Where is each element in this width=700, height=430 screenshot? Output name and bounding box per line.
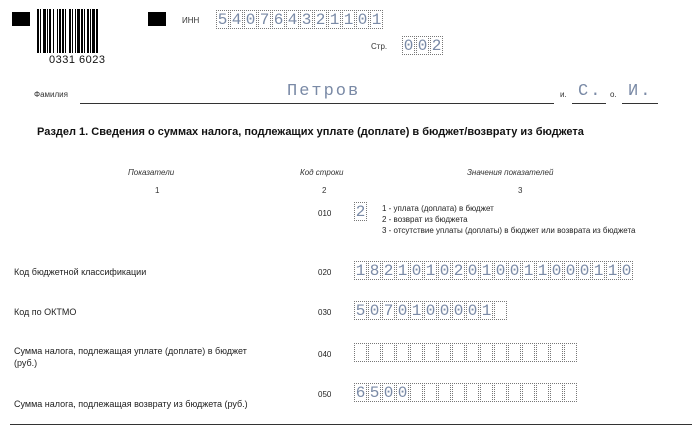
digit-cell — [424, 383, 437, 402]
digit-cell — [536, 343, 549, 362]
digit-cell — [550, 383, 563, 402]
digit-cell — [466, 343, 479, 362]
digit-cell — [354, 343, 367, 362]
barcode-bar — [84, 9, 85, 53]
digit-cell — [536, 383, 549, 402]
row-010-code: 010 — [318, 209, 332, 218]
digit-cell: 1 — [607, 261, 618, 280]
digit-cell: 4 — [231, 10, 242, 29]
name-value[interactable]: С. — [578, 82, 603, 101]
barcode-bar — [49, 9, 51, 53]
digit-cell: 0 — [383, 383, 394, 402]
barcode-bar — [43, 9, 46, 53]
digit-cell: 2 — [431, 36, 442, 55]
legend-line-1: 1 - уплата (доплата) в бюджет — [382, 204, 494, 213]
digit-cell: 0 — [425, 301, 436, 320]
digit-cell — [564, 383, 577, 402]
col1-header: Показатели — [128, 168, 175, 177]
barcode-bar — [96, 9, 98, 53]
surname-underline — [80, 103, 554, 104]
patronymic-value[interactable]: И. — [628, 82, 653, 101]
row-020-field[interactable] — [354, 261, 634, 280]
digit-cell — [424, 343, 437, 362]
page-number-field[interactable] — [402, 36, 444, 55]
registration-mark-left — [12, 12, 30, 26]
digit-cell — [522, 383, 535, 402]
barcode-bar — [92, 9, 95, 53]
digit-cell: 7 — [259, 10, 270, 29]
digit-cell — [410, 343, 423, 362]
digit-cell: 0 — [509, 261, 520, 280]
digit-cell: 0 — [467, 261, 478, 280]
digit-cell: 0 — [621, 261, 632, 280]
digit-cell — [438, 343, 451, 362]
digit-cell: 1 — [523, 261, 534, 280]
digit-cell — [494, 383, 507, 402]
digit-cell: 1 — [329, 10, 340, 29]
row-020-code: 020 — [318, 268, 332, 277]
row-010-cell: 2 — [355, 202, 366, 221]
barcode-number: 0331 6023 — [49, 54, 106, 66]
digit-cell: 1 — [371, 10, 382, 29]
digit-cell: 0 — [397, 301, 408, 320]
digit-cell — [452, 343, 465, 362]
barcode-bar — [90, 9, 91, 53]
barcode-bar — [72, 9, 73, 53]
barcode-bar — [65, 9, 66, 53]
barcode-bar — [57, 9, 58, 53]
name-label: и. — [560, 90, 567, 99]
digit-cell: 0 — [467, 301, 478, 320]
digit-cell: 6 — [273, 10, 284, 29]
digit-cell — [466, 383, 479, 402]
digit-cell: 5 — [369, 383, 380, 402]
digit-cell — [396, 343, 409, 362]
digit-cell: 1 — [343, 10, 354, 29]
col3-number: 3 — [518, 186, 523, 195]
digit-cell: 0 — [411, 261, 422, 280]
row-020-label: Код бюджетной классификации — [14, 267, 147, 277]
digit-cell — [480, 383, 493, 402]
barcode-bar — [47, 9, 48, 53]
digit-cell: 0 — [551, 261, 562, 280]
digit-cell: 1 — [593, 261, 604, 280]
legend-line-2: 2 - возврат из бюджета — [382, 215, 468, 224]
registration-mark-right — [148, 12, 166, 26]
digit-cell: 0 — [439, 301, 450, 320]
digit-cell: 0 — [357, 10, 368, 29]
digit-cell: 0 — [565, 261, 576, 280]
col1-number: 1 — [155, 186, 160, 195]
bottom-rule — [10, 424, 692, 425]
digit-cell: 0 — [403, 36, 414, 55]
digit-cell: 0 — [417, 36, 428, 55]
digit-cell: 0 — [245, 10, 256, 29]
digit-cell: 3 — [301, 10, 312, 29]
inn-label: ИНН — [182, 16, 200, 25]
digit-cell — [382, 343, 395, 362]
row-040-label — [14, 345, 247, 369]
name-underline — [572, 103, 606, 104]
digit-cell — [494, 301, 507, 320]
digit-cell: 2 — [383, 261, 394, 280]
digit-cell — [438, 383, 451, 402]
digit-cell: 1 — [425, 261, 436, 280]
row-030-label: Код по ОКТМО — [14, 307, 77, 317]
surname-label: Фамилия — [34, 90, 68, 99]
row-040-code: 040 — [318, 350, 332, 359]
barcode-bar — [37, 9, 39, 53]
digit-cell: 6 — [355, 383, 366, 402]
row-040-label-line1: Сумма налога, подлежащая уплате (доплате) в бюджет — [14, 346, 247, 356]
barcode — [37, 9, 127, 53]
barcode-bar — [75, 9, 76, 53]
digit-cell: 2 — [315, 10, 326, 29]
row-010-legend — [382, 203, 636, 236]
row-050-code: 050 — [318, 390, 332, 399]
digit-cell: 8 — [369, 261, 380, 280]
legend-line-3: 3 - отсутствие уплаты (доплаты) в бюджет или возврата из бюджета — [382, 226, 636, 235]
digit-cell: 1 — [411, 301, 422, 320]
row-030-field[interactable] — [354, 301, 508, 320]
barcode-bar — [62, 9, 64, 53]
barcode-bar — [53, 9, 54, 53]
digit-cell: 4 — [287, 10, 298, 29]
page-label: Стр. — [371, 42, 388, 51]
patronymic-label: о. — [610, 90, 617, 99]
col2-number: 2 — [322, 186, 327, 195]
inn-field[interactable] — [216, 10, 384, 29]
digit-cell: 1 — [355, 261, 366, 280]
digit-cell — [368, 343, 381, 362]
digit-cell — [508, 383, 521, 402]
digit-cell — [494, 343, 507, 362]
digit-cell: 1 — [397, 261, 408, 280]
surname-value[interactable]: Петров — [287, 82, 361, 101]
col2-header: Код строки — [300, 168, 344, 177]
digit-cell: 5 — [355, 301, 366, 320]
row-040-field[interactable] — [354, 343, 578, 362]
digit-cell — [550, 343, 563, 362]
row-010-field[interactable] — [354, 202, 368, 221]
digit-cell: 5 — [217, 10, 228, 29]
row-050-field[interactable] — [354, 383, 578, 402]
digit-cell: 0 — [495, 261, 506, 280]
digit-cell: 0 — [397, 383, 408, 402]
row-030-code: 030 — [318, 308, 332, 317]
barcode-bar — [77, 9, 80, 53]
digit-cell: 1 — [481, 261, 492, 280]
section-title: Раздел 1. Сведения о суммах налога, подлежащих уплате (доплате) в бюджет/возврату из бюджета — [37, 126, 584, 138]
col3-header: Значения показателей — [467, 168, 554, 177]
digit-cell — [480, 343, 493, 362]
barcode-bar — [40, 9, 41, 53]
digit-cell: 0 — [369, 301, 380, 320]
patronymic-underline — [622, 103, 658, 104]
barcode-bar — [59, 9, 61, 53]
barcode-bar — [81, 9, 83, 53]
digit-cell: 1 — [481, 301, 492, 320]
row-040-label-line2: (руб.) — [14, 358, 38, 368]
digit-cell: 0 — [439, 261, 450, 280]
digit-cell — [410, 383, 423, 402]
row-050-label: Сумма налога, подлежащая возврату из бюджета (руб.) — [14, 399, 248, 409]
digit-cell — [522, 343, 535, 362]
digit-cell: 7 — [383, 301, 394, 320]
digit-cell: 0 — [453, 301, 464, 320]
digit-cell — [452, 383, 465, 402]
digit-cell — [564, 343, 577, 362]
barcode-bar — [87, 9, 89, 53]
digit-cell: 0 — [579, 261, 590, 280]
digit-cell — [508, 343, 521, 362]
digit-cell: 1 — [537, 261, 548, 280]
digit-cell: 2 — [453, 261, 464, 280]
barcode-bar — [69, 9, 71, 53]
